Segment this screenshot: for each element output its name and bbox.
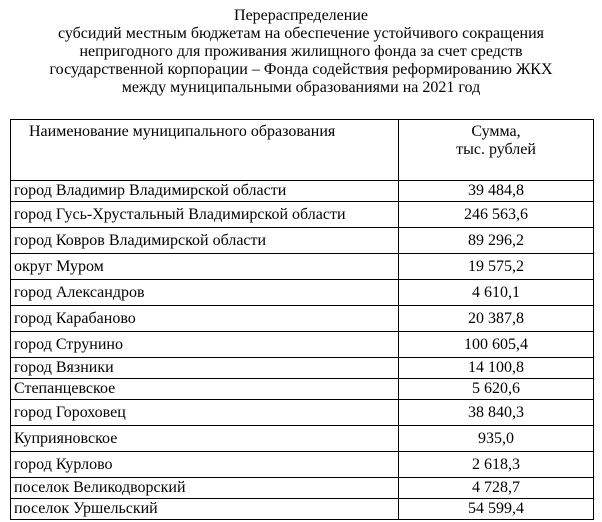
- table-row: [11, 452, 594, 478]
- row-value: 38 840,3: [399, 400, 594, 426]
- row-name: город Вязники: [11, 358, 399, 379]
- row-name: Степанцевское: [11, 379, 399, 400]
- row-value: 14 100,8: [399, 358, 594, 379]
- row-value: 54 599,4: [399, 499, 594, 520]
- title-line: непригодного для проживания жилищного фонда за счет средств: [79, 43, 523, 60]
- row-value: 5 620,6: [399, 379, 594, 400]
- row-value: 2 618,3: [399, 452, 594, 478]
- table-row: [11, 181, 594, 202]
- header-name: Наименование муниципального образования: [11, 120, 399, 181]
- header-sum: [399, 120, 594, 181]
- header-sum-line1: Сумма,: [471, 123, 521, 140]
- row-value: 19 575,2: [399, 254, 594, 280]
- table-row: [11, 228, 594, 254]
- title-line: субсидий местным бюджетам на обеспечение устойчивого сокращения: [57, 25, 545, 42]
- table-row: [11, 358, 594, 379]
- table-row: [11, 499, 594, 520]
- table-row: [11, 280, 594, 306]
- row-name: округ Муром: [11, 254, 399, 280]
- row-name: поселок Великодворский: [11, 478, 399, 499]
- row-name: город Струнино: [11, 332, 399, 358]
- subsidy-table: [10, 119, 594, 520]
- table-header-row: [11, 120, 594, 181]
- row-name: поселок Уршельский: [11, 499, 399, 520]
- title-line: Перераспределение: [234, 7, 368, 24]
- row-value: 20 387,8: [399, 306, 594, 332]
- table-row: [11, 306, 594, 332]
- title-line: государственной корпорации – Фонда содействия реформированию ЖКХ: [49, 61, 553, 78]
- row-name: город Александров: [11, 280, 399, 306]
- row-value: 4 610,1: [399, 280, 594, 306]
- title-line: между муниципальными образованиями на 2021 год: [121, 79, 481, 96]
- row-value: 246 563,6: [399, 202, 594, 228]
- header-sum-line2: тыс. рублей: [456, 141, 536, 158]
- row-value: 935,0: [399, 426, 594, 452]
- table-row: [11, 400, 594, 426]
- row-name: город Курлово: [11, 452, 399, 478]
- row-value: 89 296,2: [399, 228, 594, 254]
- row-name: город Карабаново: [11, 306, 399, 332]
- row-value: 100 605,4: [399, 332, 594, 358]
- row-name: город Владимир Владимирской области: [11, 181, 399, 202]
- table-row: [11, 202, 594, 228]
- row-name: город Гусь-Хрустальный Владимирской области: [11, 202, 399, 228]
- row-name: Куприяновское: [11, 426, 399, 452]
- row-value: 39 484,8: [399, 181, 594, 202]
- row-value: 4 728,7: [399, 478, 594, 499]
- table-row: [11, 426, 594, 452]
- table-row: [11, 478, 594, 499]
- table-row: [11, 332, 594, 358]
- table-row: [11, 254, 594, 280]
- table-row: [11, 379, 594, 400]
- row-name: город Гороховец: [11, 400, 399, 426]
- document-title: [0, 7, 602, 97]
- row-name: город Ковров Владимирской области: [11, 228, 399, 254]
